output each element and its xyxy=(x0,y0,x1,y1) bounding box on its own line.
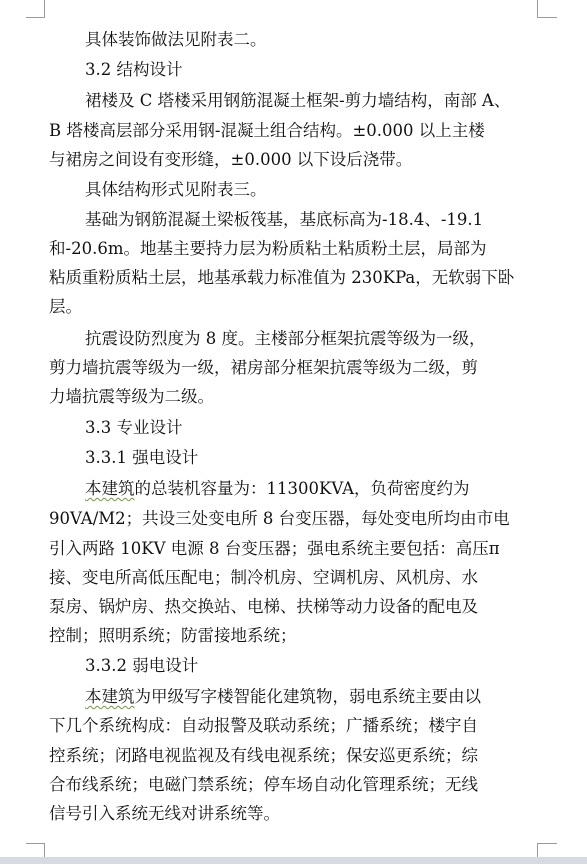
paragraph-line: 裙楼及 C 塔楼采用钢筋混凝土框架-剪力墙结构，南部 A、 xyxy=(85,91,511,110)
paragraph-line: B 塔楼高层部分采用钢-混凝土组合结构。±0.000 以上主楼 xyxy=(49,121,485,140)
paragraph-line: 力墙抗震等级为二级。 xyxy=(49,387,214,406)
paragraph-line: 90VA/M2；共设三处变电所 8 台变压器，每处变电所均由市电 xyxy=(49,509,510,528)
spellcheck-underlined-text: 本建筑 xyxy=(85,687,135,706)
section-heading-3-3-2: 3.3.2 弱电设计 xyxy=(85,656,199,675)
paragraph-line: 和-20.6m。地基主要持力层为粉质粘土粘质粉土层，局部为 xyxy=(49,239,487,258)
paragraph-line: 具体结构形式见附表三。 xyxy=(85,180,267,199)
paragraph-line: 信号引入系统无线对讲系统等。 xyxy=(49,804,280,823)
paragraph-line: 具体装饰做法见附表二。 xyxy=(85,30,267,49)
crop-mark-bottom-left-vertical xyxy=(44,843,45,857)
paragraph-line xyxy=(85,479,549,499)
crop-mark-top-left-horizontal xyxy=(26,17,45,18)
section-heading-3-2: 3.2 结构设计 xyxy=(85,60,183,79)
paragraph-line: 剪力墙抗震等级为一级，裙房部分框架抗震等级为二级，剪 xyxy=(49,358,478,377)
paragraph-line: 抗震设防烈度为 8 度。主楼部分框架抗震等级为一级， xyxy=(85,329,486,348)
paragraph-line: 与裙房之间设有变形缝，±0.000 以下设后浇带。 xyxy=(49,150,413,169)
paragraph-line: 基础为钢筋混凝土梁板筏基，基底标高为-18.4、-19.1 xyxy=(85,210,484,229)
crop-mark-top-right-horizontal xyxy=(537,17,557,18)
paragraph-line: 接、变电所高低压配电；制冷机房、空调机房、风机房、水 xyxy=(49,568,478,587)
paragraph-line: 控制；照明系统；防雷接地系统； xyxy=(49,626,297,645)
crop-mark-top-left-vertical xyxy=(44,0,45,18)
section-heading-3-3: 3.3 专业设计 xyxy=(85,418,183,437)
section-heading-3-3-1: 3.3.1 强电设计 xyxy=(85,448,199,467)
paragraph-line: 泵房、锅炉房、热交换站、电梯、扶梯等动力设备的配电及 xyxy=(49,597,478,616)
paragraph-line: 粘质重粉质粘土层，地基承载力标准值为 230KPa，无软弱下卧 xyxy=(49,268,515,287)
crop-mark-bottom-right-vertical xyxy=(537,843,538,857)
paragraph-text: 为甲级写字楼智能化建筑物，弱电系统主要由以 xyxy=(134,687,481,706)
paragraph-line: 引入两路 10KV 电源 8 台变压器；强电系统主要包括：高压π xyxy=(49,539,500,558)
paragraph-line: 控系统；闭路电视监视及有线电视系统；保安巡更系统；综 xyxy=(49,746,478,765)
paragraph-line: 层。 xyxy=(49,297,82,316)
crop-mark-bottom-left-horizontal xyxy=(26,843,45,844)
paragraph-text: 的总装机容量为：11300KVA，负荷密度约为 xyxy=(134,479,470,498)
page-bottom-edge xyxy=(0,857,587,864)
paragraph-line xyxy=(85,687,549,707)
crop-mark-bottom-right-horizontal xyxy=(537,843,557,844)
paragraph-line: 合布线系统；电磁门禁系统；停车场自动化管理系统；无线 xyxy=(49,775,478,794)
paragraph-line: 下几个系统构成：自动报警及联动系统；广播系统；楼宇自 xyxy=(49,716,478,735)
crop-mark-top-right-vertical xyxy=(537,0,538,18)
spellcheck-underlined-text: 本建筑 xyxy=(85,479,135,498)
